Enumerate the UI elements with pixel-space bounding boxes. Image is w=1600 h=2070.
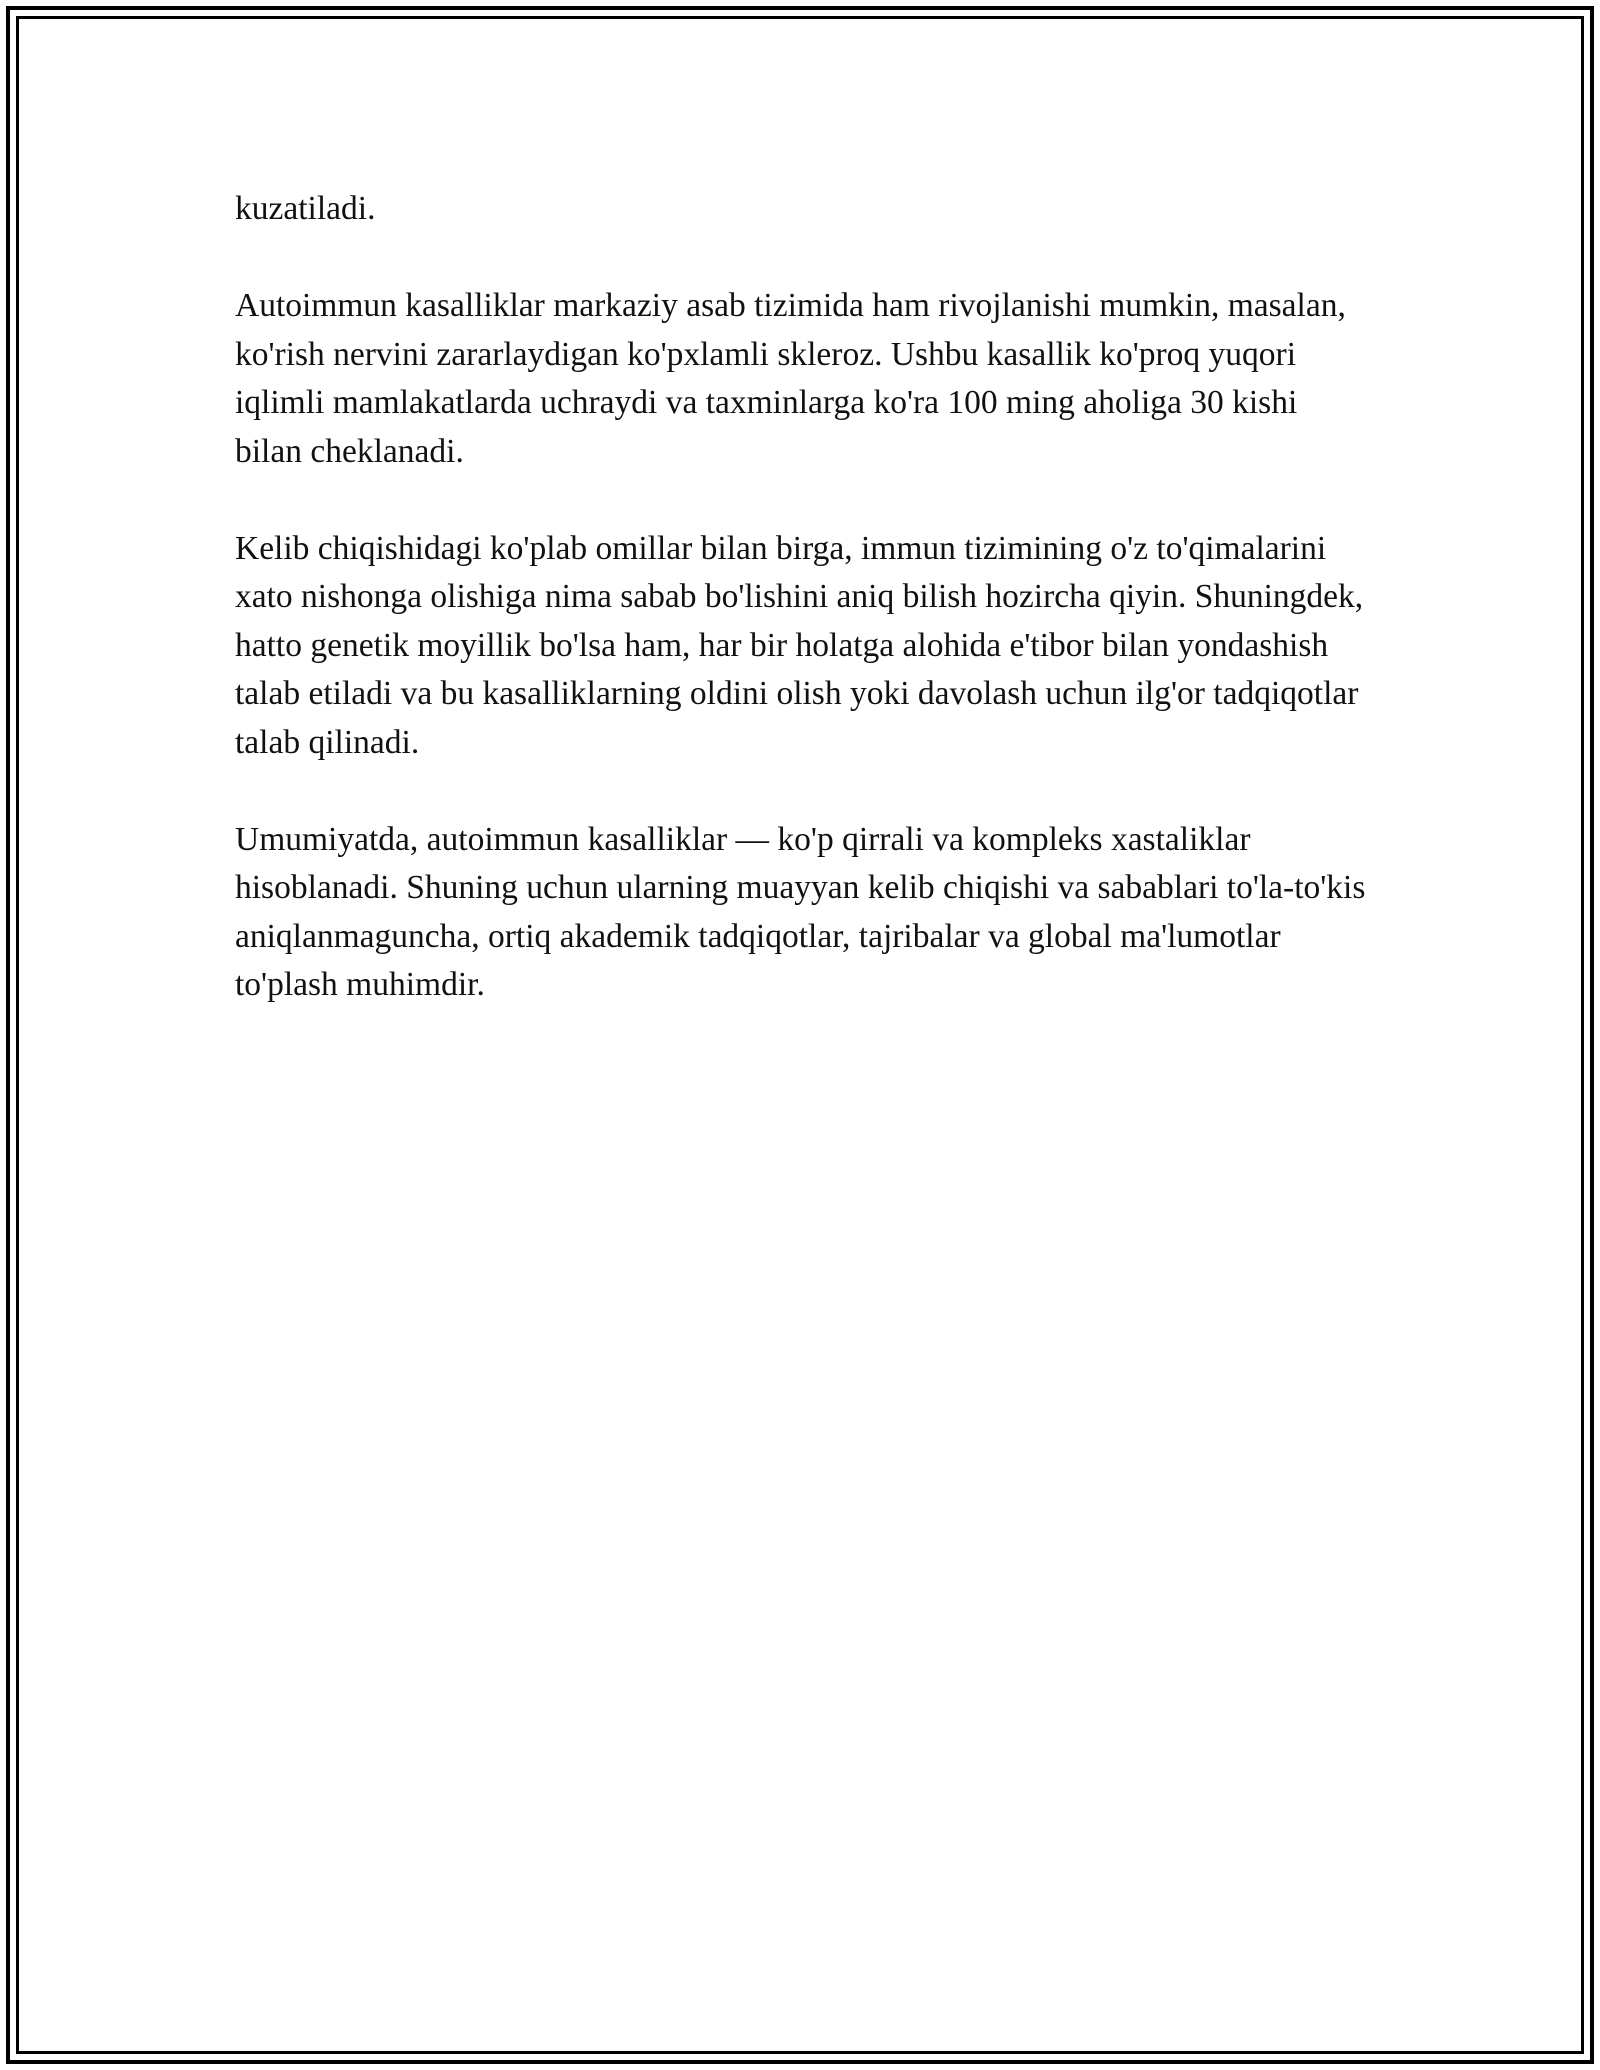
paragraph-continuation: kuzatiladi. — [235, 190, 376, 227]
paragraph-causes: Kelib chiqishidagi ko'plab omillar bilan birga, immun tizimining o'z to'qimalarini xato nishonga olishiga nima sabab bo'lishini aniq bilish hozircha qiyin. Shuningdek, hatto genetik moyillik bo'lsa ham, har bir holatga alohida e'tibor bilan yondashish talab etiladi va bu kasalliklarning oldini olish yoki davolash uchun ilg'or tadqiqotlar talab qilinadi. — [235, 529, 1364, 761]
paragraph-multiple-sclerosis: Autoimmun kasalliklar markaziy asab tizimida ham rivojlanishi mumkin, masalan, ko'rish nervini zararlaydigan ko'pxlamli skleroz. Ushbu kasallik ko'proq yuqori iqlimli mamlakatlarda uchraydi va taxminlarga ko'ra 100 ming aholiga 30 kishi bilan cheklanadi. — [235, 287, 1346, 470]
document-body — [235, 185, 1370, 1058]
paragraph-conclusion: Umumiyatda, autoimmun kasalliklar — ko'p qirrali va kompleks xastaliklar hisoblanadi. Shuning uchun ularning muayyan kelib chiqishi va sabablari to'la-to'kis aniqlanmaguncha, ortiq akademik tadqiqotlar, tajribalar va global ma'lumotlar to'plash muhimdir. — [235, 820, 1366, 1003]
